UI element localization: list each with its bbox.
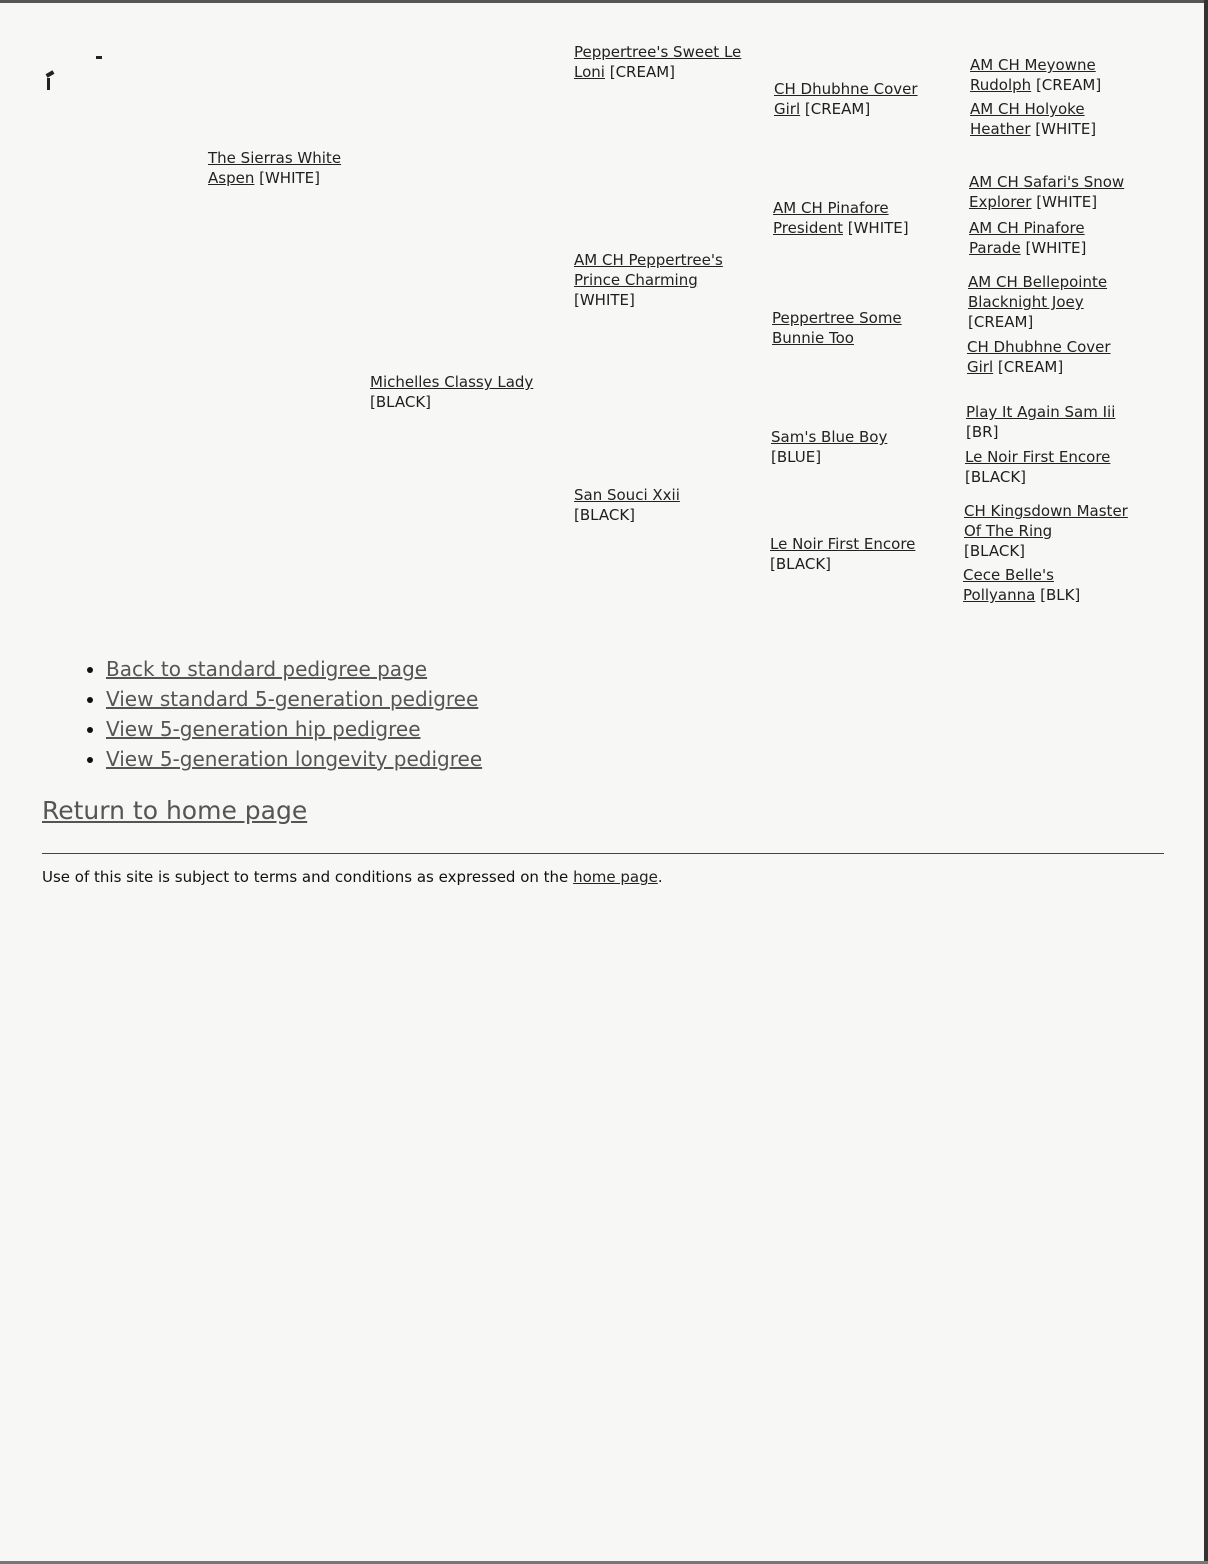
scan-edge-top [0,0,1208,3]
ss-link[interactable]: Peppertree's Sweet Le Loni [574,43,742,81]
g7-link[interactable]: Play It Again Sam Iii [966,403,1116,421]
g5-link[interactable]: AM CH Bellepointe Blacknight Joey [968,273,1108,311]
g1-color: [CREAM] [1035,76,1102,94]
pedigree-g8 [965,447,1145,487]
terms-period: . [657,868,663,886]
pedigree-dam [370,372,550,412]
pedigree-links-list [56,654,482,774]
dds-color: [BLUE] [771,448,822,466]
ds-link[interactable]: AM CH Peppertree's Prince Charming [574,251,723,289]
g1-link[interactable]: AM CH Meyowne Rudolph [970,56,1096,94]
dd-link[interactable]: San Souci Xxii [574,486,680,504]
ss-color: [CREAM] [609,63,676,81]
g3-color: [WHITE] [1036,193,1098,211]
pedigree-g4 [969,218,1119,258]
ddd-link[interactable]: Le Noir First Encore [770,535,916,553]
dds-link[interactable]: Sam's Blue Boy [771,428,888,446]
sire-color: [WHITE] [259,169,321,187]
g3-link[interactable]: AM CH Safari's Snow Explorer [969,173,1125,211]
dss-link[interactable]: AM CH Pinafore President [773,199,889,237]
pedigree-ddd [770,534,940,574]
g10-color: [BLK] [1040,586,1081,604]
pedigree-sire [208,148,358,188]
scan-speck [47,78,50,90]
g9-color: [BLACK] [964,542,1026,560]
pedigree-g3 [969,172,1154,212]
pedigree-g9 [964,501,1129,561]
list-item [106,744,482,774]
g2-link[interactable]: AM CH Holyoke Heather [970,100,1085,138]
hip-5-generation-link[interactable]: View 5-generation hip pedigree [106,717,421,741]
g4-color: [WHITE] [1025,239,1087,257]
g6-color: [CREAM] [997,358,1064,376]
dss-color: [WHITE] [847,219,909,237]
list-item [106,684,482,714]
list-item [106,714,482,744]
pedigree-dss [773,198,933,238]
pedigree-ds [574,250,744,310]
ddd-color: [BLACK] [770,555,832,573]
scan-speck [46,70,55,77]
back-to-standard-pedigree-link[interactable]: Back to standard pedigree page [106,657,428,681]
pedigree-g2 [970,99,1120,139]
sss-color: [CREAM] [804,100,871,118]
dsd-link[interactable]: Peppertree Some Bunnie Too [772,309,902,347]
pedigree-dd [574,485,744,525]
g8-link[interactable]: Le Noir First Encore [965,448,1111,466]
list-item [106,654,482,684]
sire-link[interactable]: The Sierras White Aspen [208,149,342,187]
pedigree-dds [771,427,921,467]
g4-link[interactable]: AM CH Pinafore Parade [969,219,1085,257]
pedigree-g5 [968,272,1133,332]
return-home-link[interactable]: Return to home page [42,796,308,825]
dam-color: [BLACK] [370,393,432,411]
dd-color: [BLACK] [574,506,636,524]
pedigree-sss [774,79,934,119]
footer-divider [42,853,1164,854]
scan-edge-right [1204,0,1208,1564]
dam-link[interactable]: Michelles Classy Lady [370,373,534,391]
footer-terms [42,868,663,886]
pedigree-g10 [963,565,1113,605]
g9-link[interactable]: CH Kingsdown Master Of The Ring [964,502,1128,540]
longevity-5-generation-link[interactable]: View 5-generation longevity pedigree [106,747,483,771]
g2-color: [WHITE] [1035,120,1097,138]
pedigree-g7 [966,402,1146,442]
pedigree-dsd [772,308,922,348]
g6-link[interactable]: CH Dhubhne Cover Girl [967,338,1111,376]
ds-color: [WHITE] [574,291,635,309]
scan-speck [96,56,102,59]
pedigree-ss [574,42,759,82]
pedigree-g6 [967,337,1132,377]
pedigree-g1 [970,55,1120,95]
sss-link[interactable]: CH Dhubhne Cover Girl [774,80,918,118]
g7-color: [BR] [966,423,999,441]
terms-text: Use of this site is subject to terms and conditions as expressed on the [42,868,569,886]
standard-5-generation-link[interactable]: View standard 5-generation pedigree [106,687,479,711]
g8-color: [BLACK] [965,468,1027,486]
g10-link[interactable]: Cece Belle's Pollyanna [963,566,1054,604]
g5-color: [CREAM] [968,313,1034,331]
terms-home-link[interactable]: home page [573,868,658,886]
